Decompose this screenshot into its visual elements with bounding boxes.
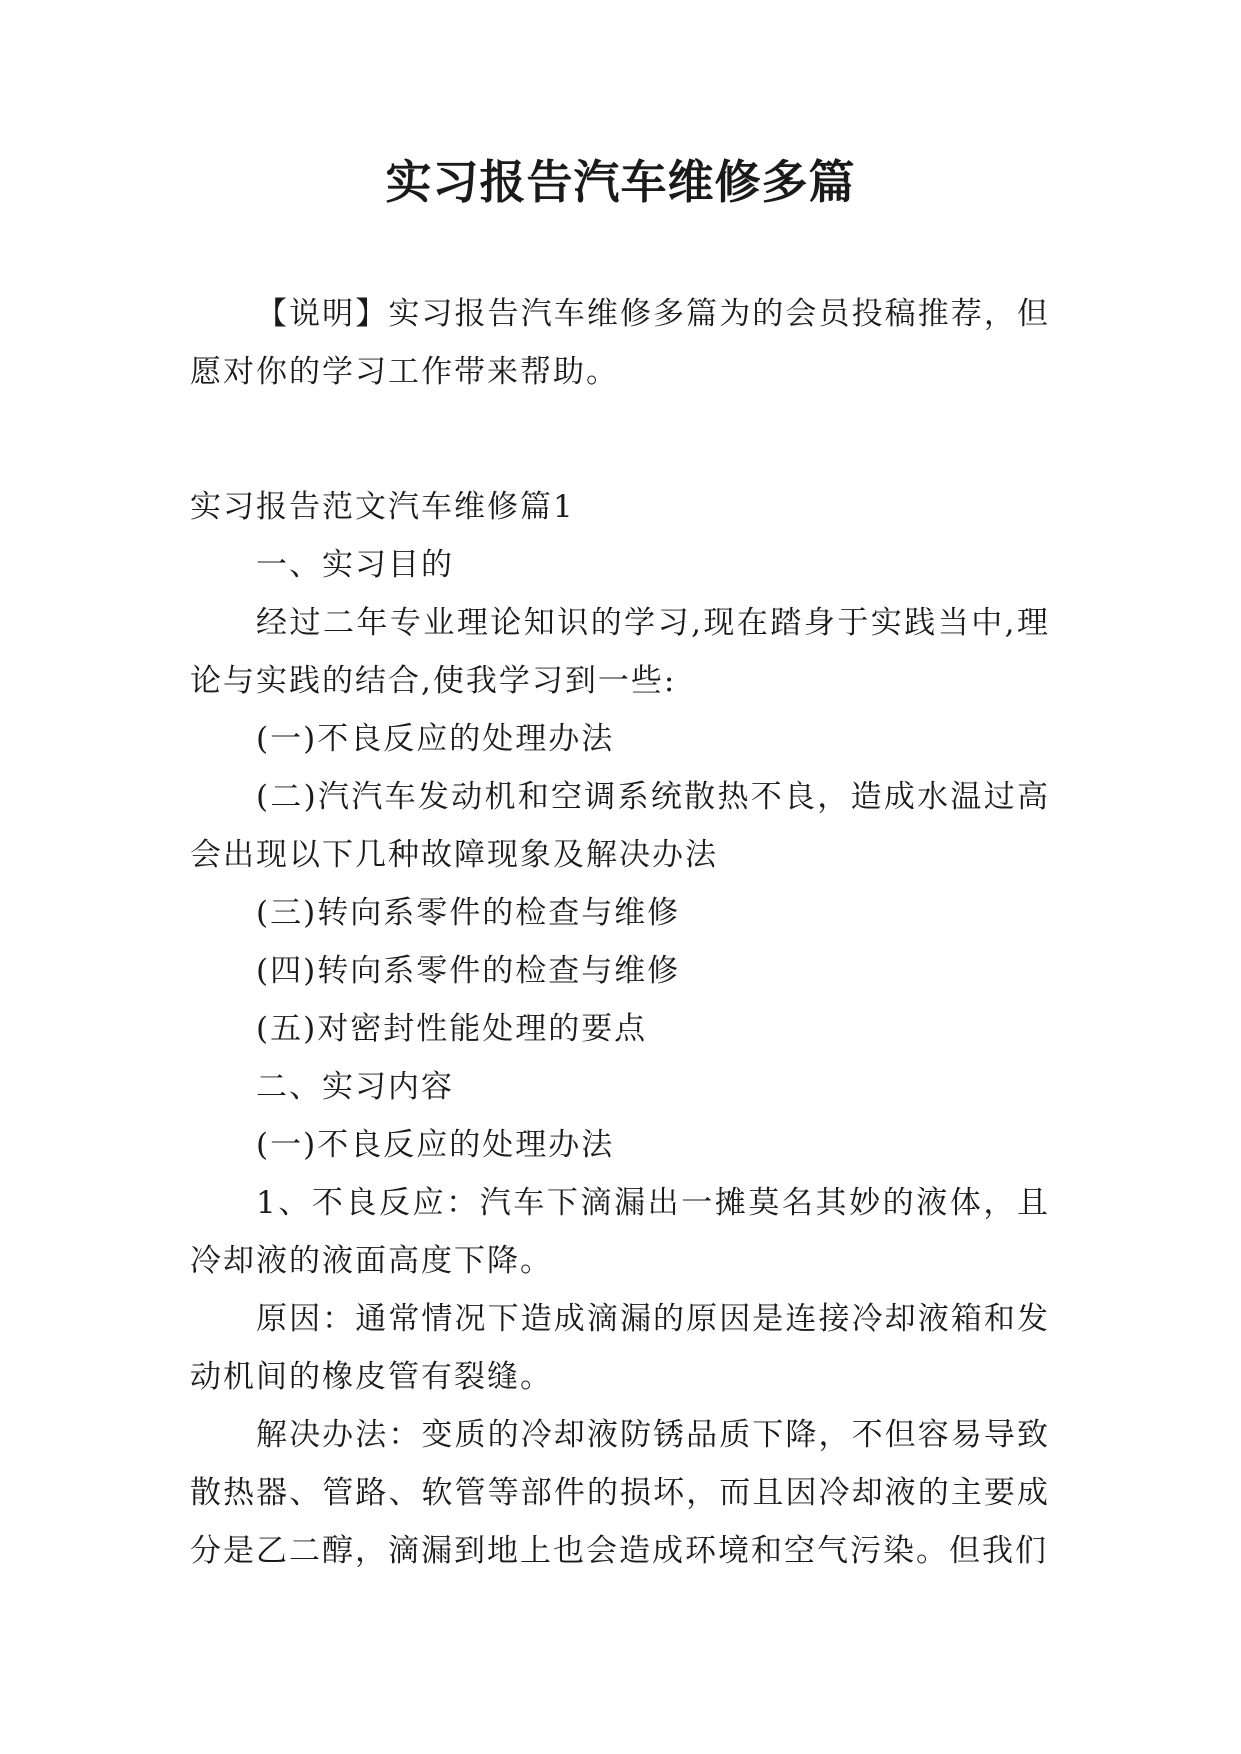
document-body [190, 285, 1050, 1580]
body-paragraph: 解决办法：变质的冷却液防锈品质下降，不但容易导致散热器、管路、软管等部件的损坏，而且因冷却液的主要成分是乙二醇，滴漏到地上也会造成环境和空气污染。但我们 [190, 1417, 1050, 1569]
body-paragraph: 原因：通常情况下造成滴漏的原因是连接冷却液箱和发动机间的橡皮管有裂缝。 [190, 1301, 1050, 1395]
body-paragraph: 经过二年专业理论知识的学习,现在踏身于实践当中,理论与实践的结合,使我学习到一些: [190, 605, 1050, 699]
subheading: (一)不良反应的处理办法 [256, 1127, 615, 1163]
list-item: (二)汽汽车发动机和空调系统散热不良，造成水温过高会出现以下几种故障现象及解决办法 [190, 779, 1050, 873]
paragraph-gap [190, 401, 1050, 478]
list-item: (三)转向系零件的检查与维修 [256, 895, 681, 931]
section-heading: 实习报告范文汽车维修篇1 [190, 489, 575, 525]
intro-paragraph: 【说明】实习报告汽车维修多篇为的会员投稿推荐，但愿对你的学习工作带来帮助。 [190, 296, 1050, 390]
list-item: (一)不良反应的处理办法 [256, 721, 615, 757]
heading-content: 二、实习内容 [256, 1069, 454, 1105]
heading-purpose: 一、实习目的 [256, 547, 454, 583]
list-item: (五)对密封性能处理的要点 [256, 1011, 648, 1047]
document-title: 实习报告汽车维修多篇 [385, 155, 856, 209]
body-paragraph: 1、不良反应：汽车下滴漏出一摊莫名其妙的液体，且冷却液的液面高度下降。 [190, 1185, 1050, 1279]
list-item: (四)转向系零件的检查与维修 [256, 953, 681, 989]
